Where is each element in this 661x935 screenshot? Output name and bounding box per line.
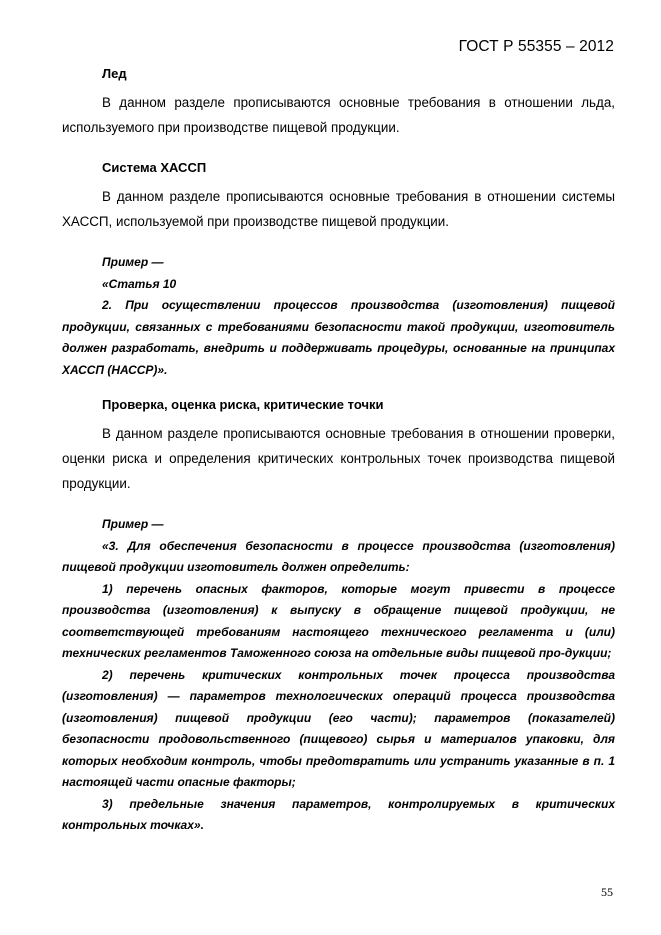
- example-intro: «3. Для обеспечения безопасности в процессе производства (изготовления) пищевой продукции изготовитель должен определить:: [62, 538, 615, 574]
- page-number: 55: [601, 885, 613, 899]
- section-heading-ice: Лед: [102, 66, 127, 81]
- document-header: ГОСТ Р 55355 – 2012: [458, 38, 614, 55]
- spacer: [62, 496, 615, 514]
- section-heading-verification: Проверка, оценка риска, критические точки: [102, 397, 384, 412]
- spacer: [62, 234, 615, 252]
- section-text-verification: В данном разделе прописываются основные требования в отношении проверки, оценки риска и определения критических контрольных точек производства пищевой продукции.: [62, 426, 615, 491]
- example-label: Пример —: [102, 255, 164, 269]
- example-article: «Статья 10: [102, 276, 177, 291]
- page-content: [62, 64, 615, 837]
- section-text-haccp: В данном разделе прописываются основные требования в отношении системы ХАССП, используемой при производстве пищевой продукции.: [62, 189, 615, 229]
- example-label: Пример —: [102, 517, 164, 531]
- section-text-ice: В данном разделе прописываются основные требования в отношении льда, используемого при производстве пищевой продукции.: [62, 95, 615, 135]
- example-text: 2. При осуществлении процессов производства (изготовления) пищевой продукции, связанных с требованиями безопасности такой продукции, изготовитель должен разработать, внедрить и поддерживать процедуры, основанные на принципах ХАССП (НАССР)».: [62, 298, 615, 377]
- section-heading-haccp: Система ХАССП: [102, 160, 207, 175]
- example-item-2: 2) перечень критических контрольных точек процесса производства (изготовления) — параметров технологических операций процесса производства (изготовления) пищевой продукции (его части); параметров (показателей) безопасности продовольственного (пищевого) сырья и материалов упаковки, для которых необходим контроль, чтобы предотвратить или устранить указанные в п. 1 настоящей части опасные факторы;: [62, 667, 615, 789]
- spacer: [62, 140, 615, 158]
- example-item-3: 3) предельные значения параметров, контролируемых в критических контрольных точках».: [62, 796, 615, 832]
- example-item-1: 1) перечень опасных факторов, которые могут привести в процессе производства (изготовления) к выпуску в обращение пищевой продукции, не соответствующей требованиям настоящего технического регламента и (или) технических регламентов Таможенного союза на отдельные виды пищевой про-дукции;: [62, 581, 615, 660]
- spacer: [62, 381, 615, 395]
